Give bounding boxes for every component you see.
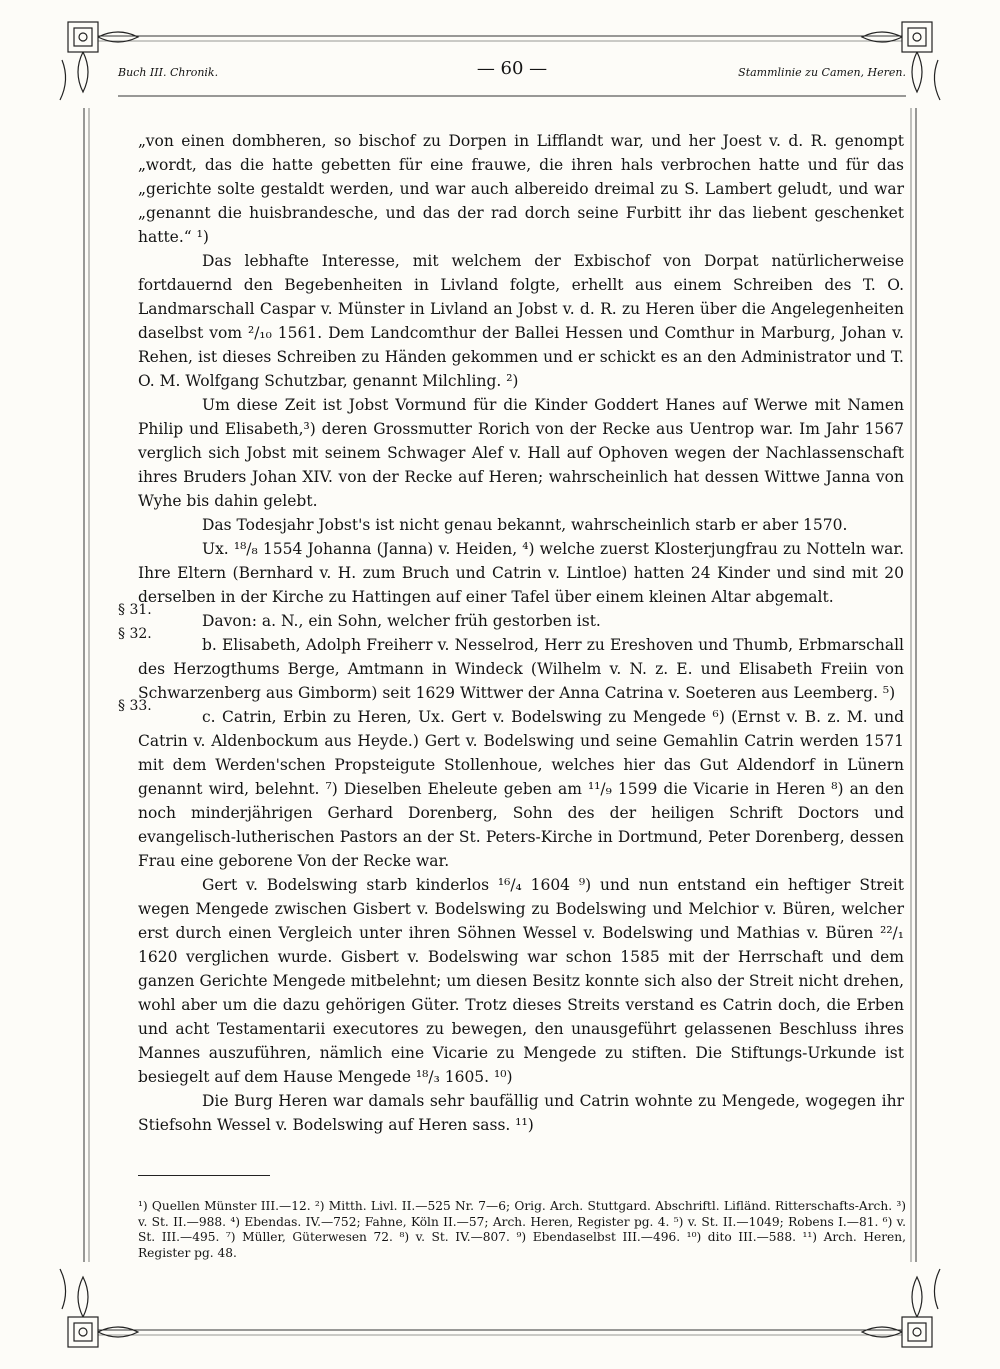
corner-ornament-bl — [60, 1269, 138, 1347]
main-text — [138, 129, 904, 1137]
paragraph: b. Elisabeth, Adolph Freiherr v. Nesselrod, Herr zu Ereshoven und Thumb, Erbmarschall des Herzogthums Berge, Amtmann in Windeck (Wilhelm v. N. z. E. und Elisabeth Freiin von Schwarzenberg aus Gimborm) seit 1629 Wittwer der Anna Catrina v. Soeteren aus Leemberg. ⁵) — [138, 636, 904, 702]
page-number: — 60 — — [476, 58, 548, 79]
paragraph: Ux. ¹⁸/₈ 1554 Johanna (Janna) v. Heiden, ⁴) welche zuerst Klosterjungfrau zu Notteln war. Ihre Eltern (Bernhard v. H. zum Bruch und Catrin v. Lintloe) hatten 24 Kinder und sind mit 20 derselben in der Kirche zu Hattingen auf einer Tafel über einem kleinen Altar abgemalt. — [138, 540, 904, 606]
paragraph: Gert v. Bodelswing starb kinderlos ¹⁶/₄ 1604 ⁹) und nun entstand ein heftiger Streit wegen Mengede zwischen Gisbert v. Bodelswing zu Bodelswing und Melchior v. Büren, welcher erst durch einen Vergleich unter ihren Söhnen Wessel v. Bodelswing und Mathias v. Büren ²²/₁ 1620 verglichen wurde. Gisbert v. Bodelswing war schon 1585 mit der Herrschaft und dem ganzen Gerichte Mengede mitbelehnt; um diesen Besitz konnte sich also der Streit nicht drehen, wohl aber um die dazu gehörigen Güter. Trotz dieses Streits verstand es Catrin doch, die Erben und acht Testamentarii executores zu bewegen, den unausgeführt gelassenen Beschluss ihres Mannes auszuführen, nämlich eine Vicarie zu Mengede zu stiften. Die Stiftungs-Urkunde ist besiegelt auf dem Hause Mengede ¹⁸/₃ 1605. ¹⁰) — [138, 876, 904, 1086]
header-right: Stammlinie zu Camen, Heren. — [738, 66, 906, 79]
footnotes: ¹) Quellen Münster III.—12. ²) Mitth. Livl. II.—525 Nr. 7—6; Orig. Arch. Stuttgard. Abschriftl. Lifländ. Ritterschafts-Arch. ³) v. St. II.—988. ⁴) Ebendas. IV.—752; Fahne, Köln II.—57; Arch. Heren, Register pg. 4. ⁵) v. St. II.—1049; Robens I.—81. ⁶) v. St. III.—495. ⁷) Müller, Güterwesen 72. ⁸) v. St. IV.—807. ⁹) Ebendaselbst III.—496. ¹⁰) dito III.—588. ¹¹) Arch. Heren, Register pg. 48. — [138, 1199, 906, 1260]
header-left: Buch III. Chronik. — [118, 66, 219, 79]
paragraph: „von einen dombheren, so bischof zu Dorpen in Lifflandt war, und her Joest v. d. R. genompt „wordt, das die hatte gebetten für eine frauwe, die ihren hals verbrochen hatte und für das „gerichte solte gestaldt werden, und war auch albereido dreimal zu S. Lambert geludt, und war „genannt die huisbrandesche, und das der rad dorch seine Furbitt ihr das liebent geschenket hatte.“ ¹) — [138, 132, 904, 246]
paragraph: Das Todesjahr Jobst's ist nicht genau bekannt, wahrscheinlich starb er aber 1570. — [202, 516, 848, 534]
footnote-rule — [138, 1175, 270, 1176]
section-number: § 31. — [118, 602, 152, 618]
running-header — [118, 58, 906, 84]
section-number: § 33. — [118, 698, 152, 714]
paragraph: Um diese Zeit ist Jobst Vormund für die Kinder Goddert Hanes auf Werwe mit Namen Philip und Elisabeth,³) deren Grossmutter Rorich von der Recke aus Uentrop war. Im Jahr 1567 verglich sich Jobst mit seinem Schwager Alef v. Hall auf Ophoven wegen der Nachlassenschaft ihres Bruders Johan XIV. von der Recke auf Heren; wahrscheinlich hat dessen Wittwe Janna von Wyhe bis dahin gelebt. — [138, 396, 904, 510]
paragraph: Das lebhafte Interesse, mit welchem der Exbischof von Dorpat natürlicherweise fortdauernd den Begebenheiten in Livland folgte, erhellt aus einem Schreiben des T. O. Landmarschall Caspar v. Münster in Livland an Jobst v. d. R. zu Heren über die Angelegenheiten daselbst vom ²/₁₀ 1561. Dem Landcomthur der Ballei Hessen und Comthur in Marburg, Johan v. Rehen, ist dieses Schreiben zu Händen gekommen und er schickt es an den Administrator und T. O. M. Wolfgang Schutzbar, genannt Milchling. ²) — [138, 252, 904, 390]
paragraph: c. Catrin, Erbin zu Heren, Ux. Gert v. Bodelswing zu Mengede ⁶) (Ernst v. B. z. M. und Catrin v. Aldenbockum aus Heyde.) Gert v. Bodelswing und seine Gemahlin Catrin werden 1571 mit dem Werden'schen Propsteigute Stollenhoue, welches hier das Gut Aldendorf in Lünern genannt wird, belehnt. ⁷) Dieselben Eheleute geben am ¹¹/₉ 1599 die Vicarie in Heren ⁸) an den noch minderjährigen Gerhard Dorenberg, Sohn des der heiligen Schrift Doctors und evangelisch-lutherischen Pastors an der St. Peters-Kirche in Dortmund, Peter Dorenberg, dessen Frau eine geborene Von der Recke war. — [138, 708, 904, 870]
section-number: § 32. — [118, 626, 152, 642]
corner-ornament-br — [862, 1269, 940, 1347]
paragraph: Die Burg Heren war damals sehr baufällig und Catrin wohnte zu Mengede, wogegen ihr Stiefsohn Wessel v. Bodelswing auf Heren sass. ¹¹) — [138, 1092, 904, 1134]
paragraph: Davon: a. N., ein Sohn, welcher früh gestorben ist. — [202, 612, 601, 630]
